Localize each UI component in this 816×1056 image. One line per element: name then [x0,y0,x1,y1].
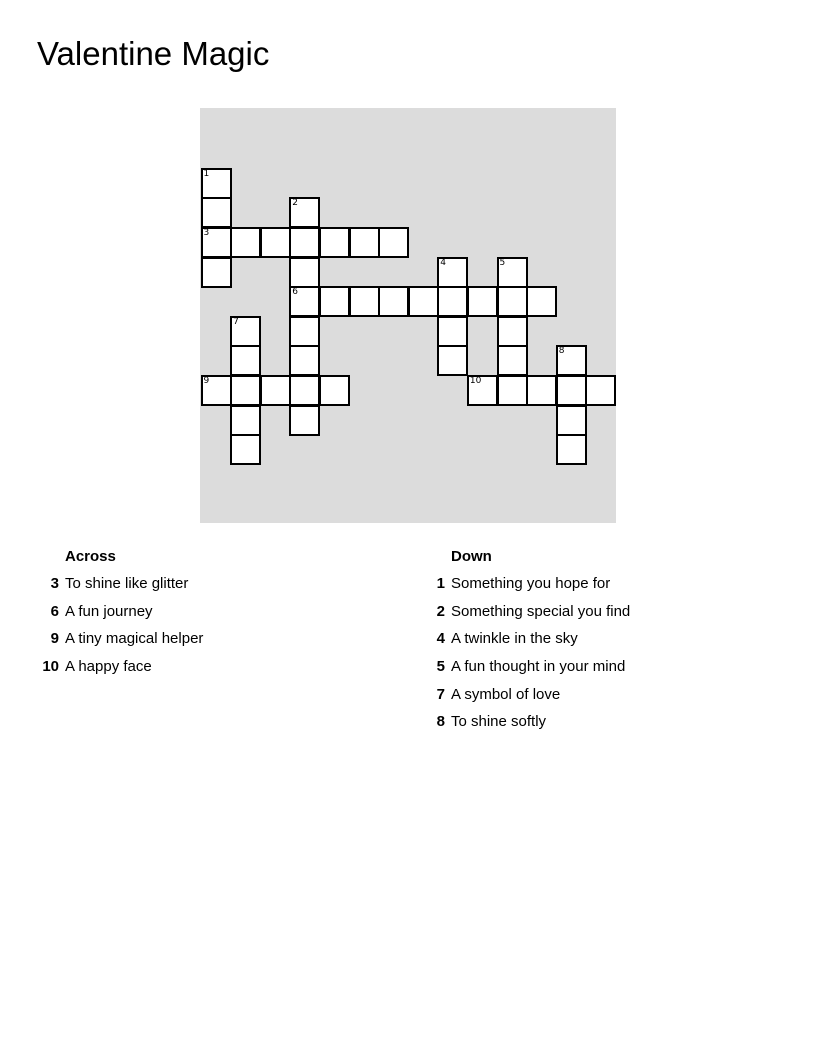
down-heading: Down [451,548,492,565]
grid-cell[interactable] [349,286,380,317]
grid-cell[interactable] [349,227,380,258]
clue-text: To shine softly [451,713,547,731]
grid-cell[interactable] [289,375,320,406]
grid-cell[interactable] [289,345,320,376]
grid-cell[interactable] [289,316,320,347]
across-heading: Across [65,548,116,565]
grid-cell[interactable] [289,227,320,258]
clue-text: A symbol of love [451,685,561,703]
grid-cell[interactable] [201,168,232,199]
clue-text: Something you hope for [451,575,611,592]
clue-text: A fun journey [65,602,153,620]
clue-number: 3 [50,575,59,592]
clue-number: 8 [558,346,565,357]
clue-number: 10 [42,658,59,676]
grid-cell[interactable] [289,405,320,436]
grid-cell[interactable] [230,434,261,465]
grid-cell[interactable] [556,405,587,436]
grid-cell[interactable] [230,375,261,406]
grid-cell[interactable] [467,286,498,317]
grid-cell[interactable] [437,316,468,347]
grid-cell[interactable] [556,345,587,376]
grid-cell[interactable] [319,227,350,258]
across-clues [42,546,204,685]
grid-cell[interactable] [230,405,261,436]
clue-number: 5 [436,658,445,676]
clue-number: 7 [436,685,445,703]
grid-cell[interactable] [260,227,291,258]
grid-cell[interactable] [230,227,261,258]
clue-number: 7 [233,316,239,327]
grid-cell[interactable] [201,375,232,406]
down-clue-list [436,574,631,740]
grid-cell[interactable] [526,375,557,406]
grid-cell[interactable] [556,375,587,406]
clue-number: 4 [436,630,445,648]
clue-number: 9 [50,630,59,648]
page-title: Valentine Magic [37,35,270,72]
grid-cell[interactable] [230,345,261,376]
down-clues [436,546,631,740]
clue-item [50,629,204,657]
grid-cell[interactable] [201,227,232,258]
grid-cell[interactable] [230,316,261,347]
clue-number: 6 [292,287,299,298]
clue-number: 6 [50,602,59,620]
clue-number: 10 [469,375,482,386]
clue-number: 2 [292,198,299,209]
clue-number: 9 [203,375,210,386]
clue-text: A tiny magical helper [65,630,204,648]
clue-number: 4 [440,257,447,268]
clue-text: To shine like glitter [65,575,189,592]
clue-item [50,574,203,602]
grid-cell[interactable] [497,257,528,288]
clue-item [50,602,203,630]
clue-text: A happy face [65,658,152,676]
grid-cell[interactable] [289,197,320,228]
grid-cell[interactable] [437,345,468,376]
clue-item [436,685,630,713]
grid-cell[interactable] [437,286,468,317]
grid-cell[interactable] [289,286,320,317]
grid-cell[interactable] [497,375,528,406]
grid-cell[interactable] [497,286,528,317]
clue-number: 1 [203,168,210,179]
clue-number: 8 [436,713,445,731]
clue-text: A fun thought in your mind [451,658,626,676]
grid-cell[interactable] [201,257,232,288]
grid-cell[interactable] [378,227,409,258]
grid-cell[interactable] [497,345,528,376]
clue-item [436,574,630,602]
clue-item [436,602,631,630]
grid-cell[interactable] [437,257,468,288]
grid-cell[interactable] [260,375,291,406]
grid-cell[interactable] [467,375,498,406]
grid-cell[interactable] [526,286,557,317]
crossword-grid [200,108,616,523]
clue-number: 5 [499,257,506,268]
grid-cell[interactable] [408,286,439,317]
clue-item [436,712,630,740]
clue-text: A twinkle in the sky [451,630,578,648]
clue-number: 3 [203,227,210,238]
clue-item [436,657,630,685]
grid-cell[interactable] [378,286,409,317]
grid-cell[interactable] [497,316,528,347]
across-clue-list [42,574,204,685]
clue-item [436,629,630,657]
grid-cell[interactable] [289,257,320,288]
grid-cell[interactable] [319,286,350,317]
grid-cell[interactable] [556,434,587,465]
clue-item [42,657,203,685]
grid-cell[interactable] [201,197,232,228]
grid-cell[interactable] [585,375,616,406]
clue-number: 1 [436,575,445,592]
clue-text: Something special you find [451,602,631,620]
grid-cell[interactable] [319,375,350,406]
clue-number: 2 [436,602,445,620]
